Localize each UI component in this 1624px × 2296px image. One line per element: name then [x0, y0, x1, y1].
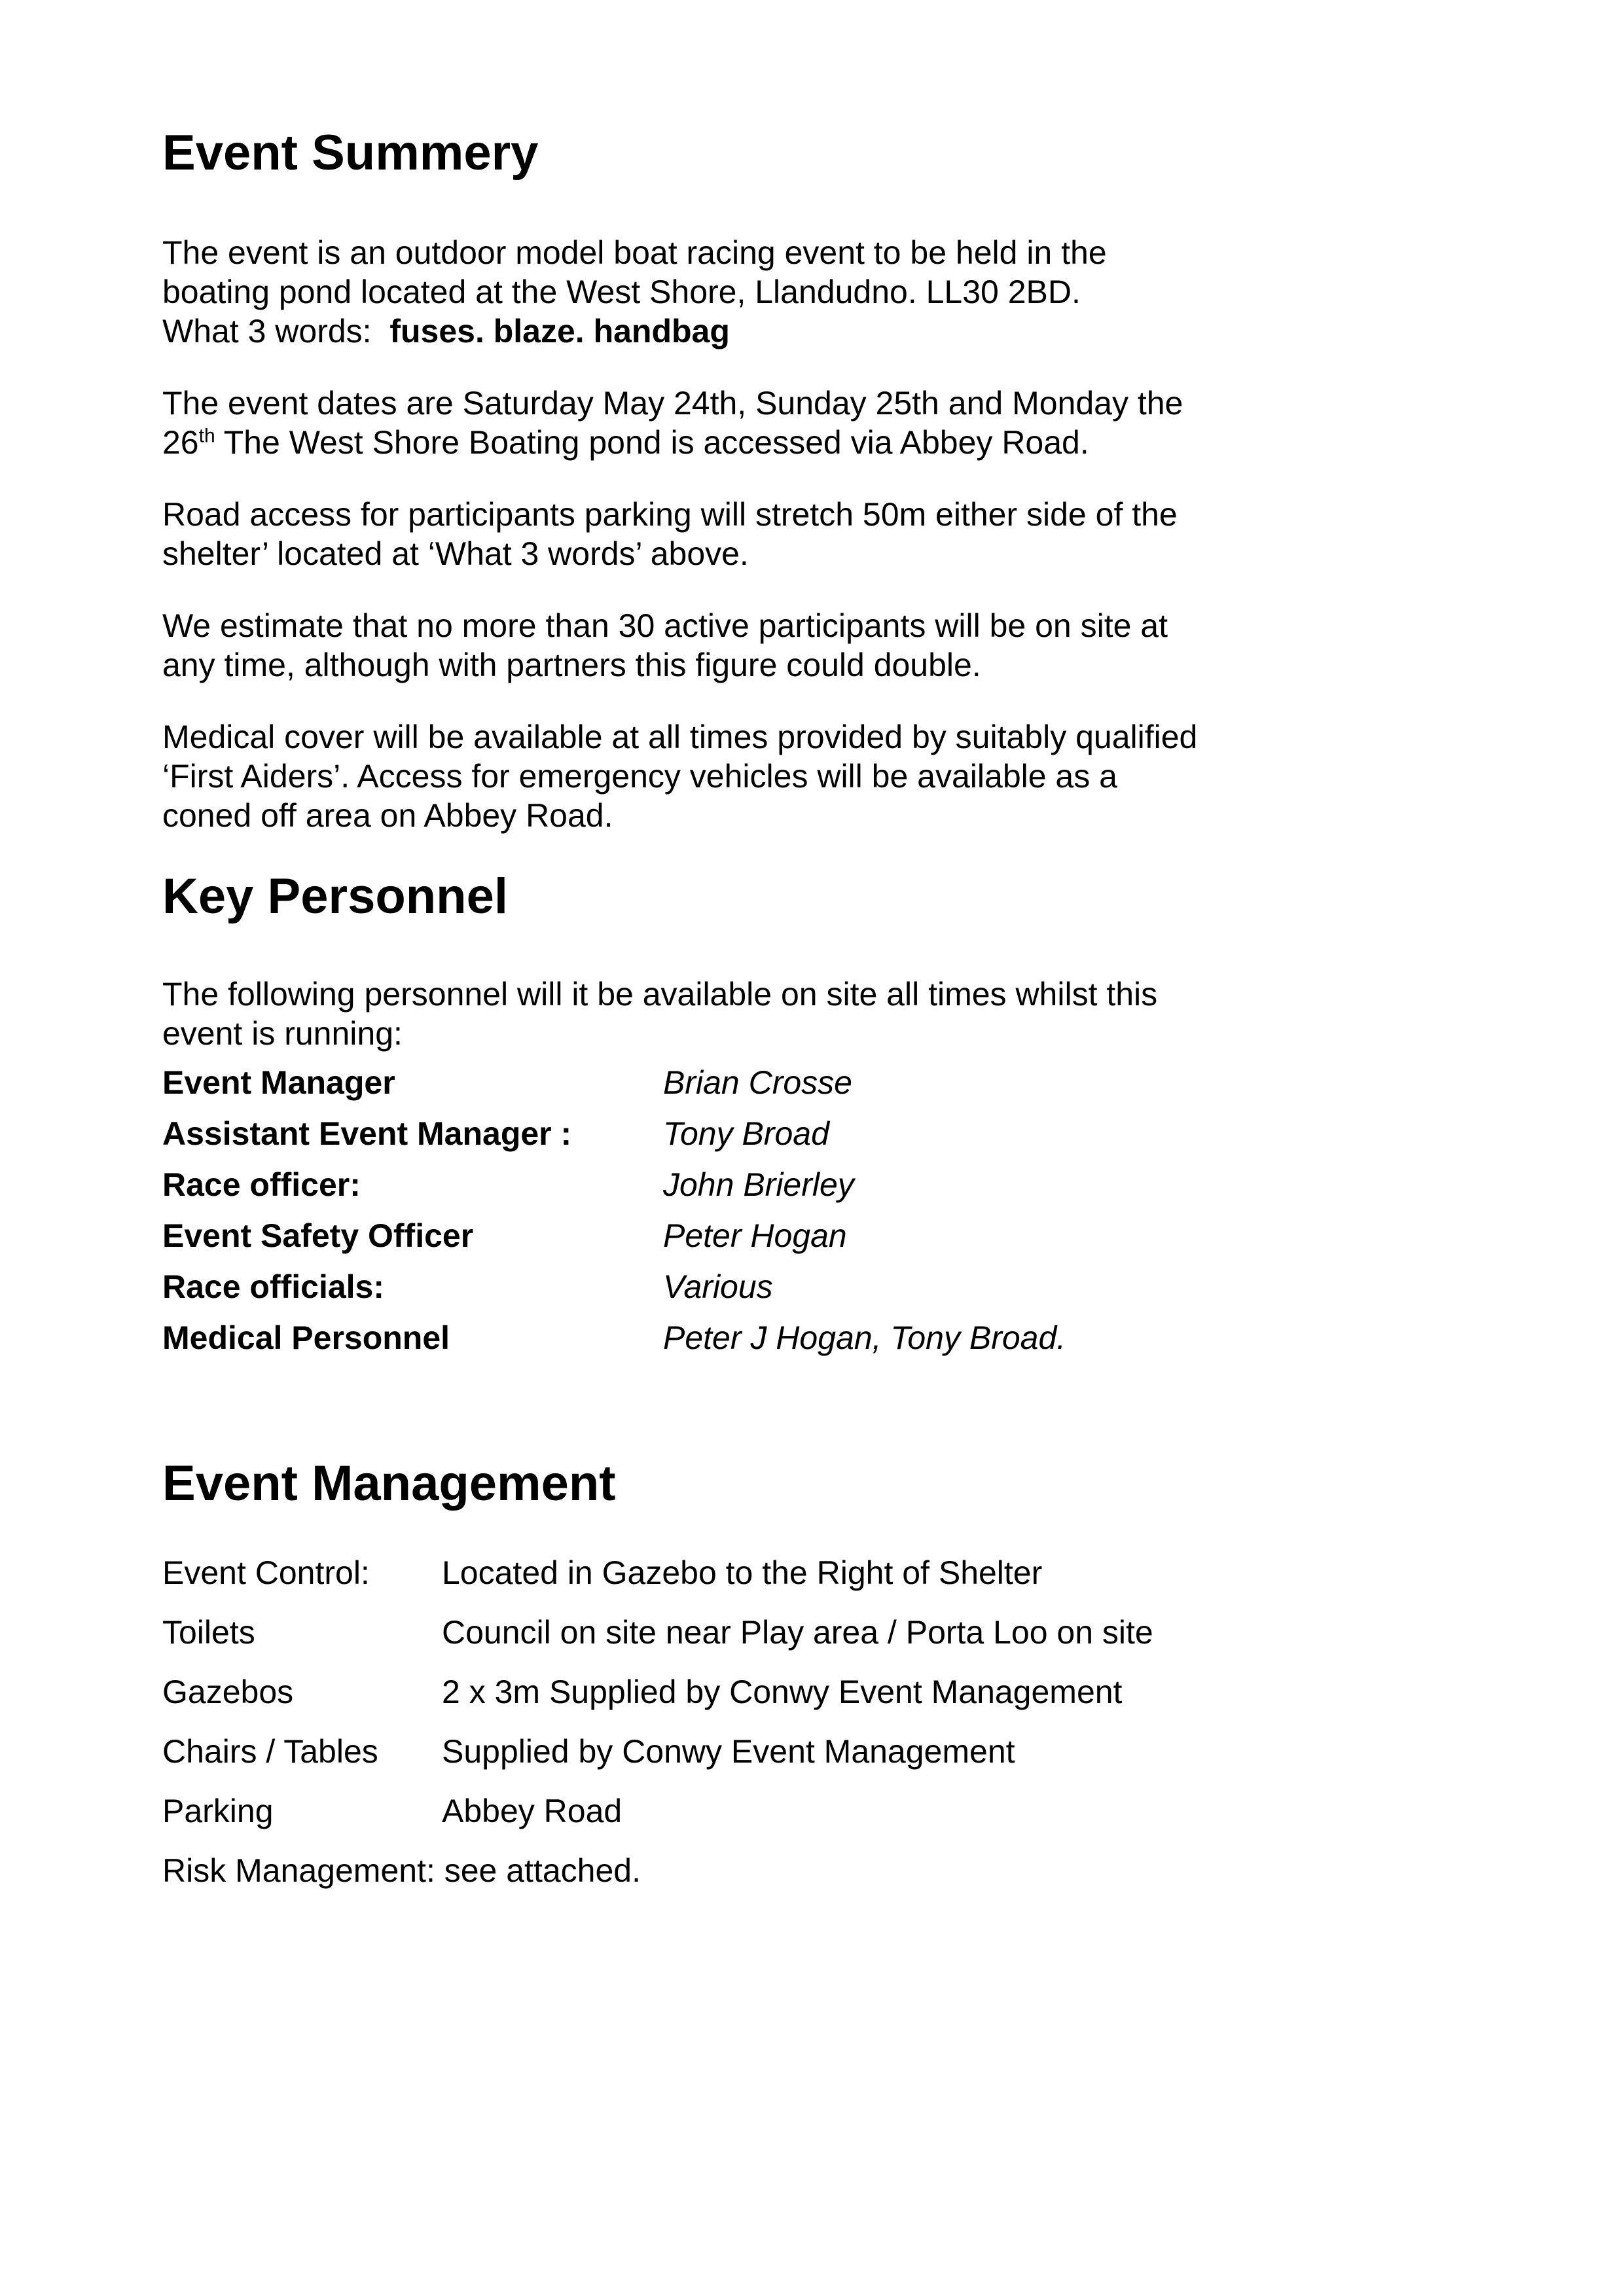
summary-paragraph	[162, 717, 1399, 835]
paragraph-line	[162, 312, 1399, 351]
superscript-text: th	[198, 425, 215, 447]
personnel-row	[162, 1261, 1399, 1312]
management-rows	[162, 1553, 1399, 1831]
body-text: any time, although with partners this figure could double.	[162, 647, 981, 683]
personnel-row	[162, 1312, 1399, 1363]
intro-line	[162, 1014, 1399, 1053]
management-row-label: Gazebos	[162, 1674, 294, 1710]
intro-line	[162, 975, 1399, 1014]
personnel-role-label: Race officer:	[162, 1166, 361, 1203]
personnel-role-label: Event Manager	[162, 1064, 395, 1101]
body-text: What 3 words:	[162, 313, 390, 350]
body-text: The event dates are Saturday May 24th, Sunday 25th and Monday the	[162, 385, 1183, 422]
management-row-label: Event Control:	[162, 1554, 370, 1591]
management-row	[162, 1791, 1399, 1831]
management-row-value: Supplied by Conwy Event Management	[442, 1733, 1015, 1770]
body-text: Medical cover will be available at all times provided by suitably qualified	[162, 719, 1198, 755]
management-row-value: Abbey Road	[442, 1793, 623, 1829]
body-text: We estimate that no more than 30 active participants will be on site at	[162, 607, 1168, 644]
paragraph-line	[162, 645, 1399, 685]
personnel-row	[162, 1057, 1399, 1108]
paragraph-line	[162, 606, 1399, 645]
summary-paragraph	[162, 495, 1399, 573]
paragraph-line	[162, 796, 1399, 835]
paragraph-line	[162, 384, 1399, 423]
personnel-intro	[162, 975, 1399, 1053]
personnel-role-value: Brian Crosse	[663, 1064, 852, 1101]
management-row	[162, 1732, 1399, 1771]
paragraph-line	[162, 717, 1399, 757]
paragraph-line	[162, 272, 1399, 312]
management-row-label: Toilets	[162, 1614, 255, 1651]
personnel-roles	[162, 1057, 1399, 1363]
summary-paragraph	[162, 606, 1399, 685]
management-row	[162, 1553, 1399, 1592]
summary-paragraphs	[162, 233, 1399, 835]
management-row-value: Located in Gazebo to the Right of Shelter	[442, 1554, 1043, 1591]
body-text: boating pond located at the West Shore, Llandudno. LL30 2BD.	[162, 274, 1081, 310]
personnel-row	[162, 1210, 1399, 1261]
management-row	[162, 1613, 1399, 1652]
personnel-role-label: Event Safety Officer	[162, 1217, 474, 1254]
body-text: The event is an outdoor model boat racing event to be held in the	[162, 234, 1107, 271]
body-text: shelter’ located at ‘What 3 words’ above.	[162, 535, 749, 572]
paragraph-line	[162, 534, 1399, 573]
paragraph-line	[162, 757, 1399, 796]
personnel-role-label: Race officials:	[162, 1268, 385, 1305]
paragraph-line	[162, 495, 1399, 534]
body-text: The following personnel will it be available on site all times whilst this	[162, 976, 1158, 1013]
personnel-row	[162, 1108, 1399, 1159]
personnel-role-value: Tony Broad	[663, 1115, 829, 1152]
personnel-role-label: Assistant Event Manager :	[162, 1115, 572, 1152]
personnel-role-value: John Brierley	[663, 1166, 854, 1203]
body-text: ‘First Aiders’. Access for emergency vehicles will be available as a	[162, 758, 1117, 795]
management-heading: Event Management	[162, 1456, 616, 1511]
body-text: event is running:	[162, 1015, 403, 1052]
management-row	[162, 1672, 1399, 1712]
body-text: 26	[162, 424, 199, 461]
summary-heading: Event Summery	[162, 125, 539, 181]
summary-paragraph	[162, 233, 1399, 351]
personnel-role-label: Medical Personnel	[162, 1319, 450, 1356]
body-text: Road access for participants parking will stretch 50m either side of the	[162, 496, 1178, 533]
paragraph-line	[162, 233, 1399, 272]
management-row-value: Council on site near Play area / Porta Loo on site	[442, 1614, 1153, 1651]
body-text: The West Shore Boating pond is accessed via Abbey Road.	[215, 424, 1089, 461]
personnel-role-value: Peter J Hogan, Tony Broad.	[663, 1319, 1066, 1356]
paragraph-line	[162, 423, 1399, 462]
management-row-label: Parking	[162, 1793, 274, 1829]
management-row-label: Chairs / Tables	[162, 1733, 378, 1770]
risk-management-note: Risk Management: see attached.	[162, 1852, 641, 1889]
body-text: coned off area on Abbey Road.	[162, 797, 613, 834]
personnel-role-value: Peter Hogan	[663, 1217, 847, 1254]
bold-text: fuses. blaze. handbag	[389, 313, 730, 350]
summary-paragraph	[162, 384, 1399, 462]
personnel-row	[162, 1159, 1399, 1210]
personnel-role-value: Various	[663, 1268, 773, 1305]
management-row-value: 2 x 3m Supplied by Conwy Event Management	[442, 1674, 1123, 1710]
personnel-heading: Key Personnel	[162, 869, 508, 924]
